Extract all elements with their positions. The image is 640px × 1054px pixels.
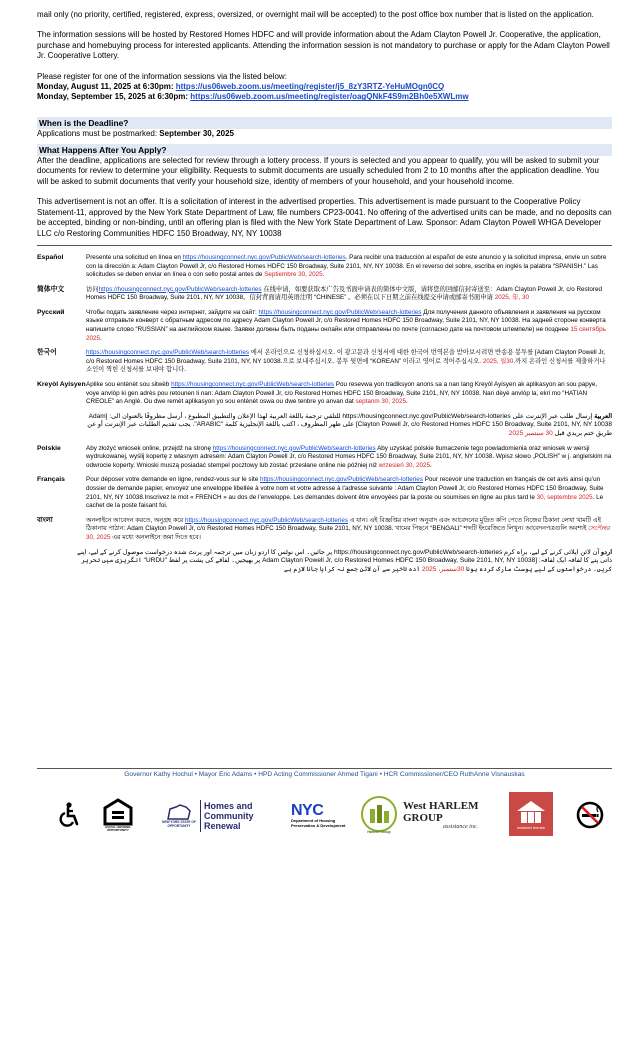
language-deadline: wrzesień 30, 2025 [378,461,430,469]
language-text [86,517,612,543]
language-block [37,476,612,510]
language-list [37,254,612,574]
footer-officials: Governor Kathy Hochul • Mayor Eric Adams • HPD Acting Commissioner Ahmed Tigani • HCR Commissioner/CEO RuthAnne Visnauskas [124,771,525,778]
deadline-heading: When is the Deadline? [37,117,612,129]
deadline-label: Applications must be postmarked: [37,129,160,139]
language-name: বাংলা [37,516,53,524]
west-harlem-wordmark: West HARLEM GROUP [403,800,479,824]
language-text-body: 在线申请，如要获取本广告及书面申请表的简体中文版，请将您的回邮信封寄送至：Adam Clayton Powell Jr, c/o Restored Homes HDFC 150 Broadway, Suite 2101, NY, NY 10038。信封背面请用英语注明 “CHINESE” 。必须在以下日期之前在线提交申请或邮寄书面申请 [86,285,603,302]
harlem-group-label: Harlem Group [367,830,391,834]
session-1 [37,82,612,92]
language-deadline: সেপ্টেম্বর 30, 2025 [86,525,611,541]
language-text-pre: Aby złożyć wniosek online, przejdź na stronę [86,444,213,452]
arabic-deadline: 30 سبتمبر 2025 [508,430,553,437]
nys-label: NEW YORK STATE OF OPPORTUNITY [162,820,196,828]
nys-hcr-logo [161,796,271,836]
legal-notice: This advertisement is not an offer. It is a solicitation of interest in the advertised properties. This advertisement is made pursuant to the Cooperative Policy Statement-11, approved by the New York State Department of Law, file numbers CP23-0041. No offering of the advertised units can be made, and no deposits can be accepted, binding or non-binding, until an offering plan is filed with the New York State Department of Law. Sponsor: Adam Clayton Powell WHGA Developer LLC c/o Restoring Communities HDFC 150 Broadway, NY, NY 10038 [37,197,612,238]
language-deadline: 2025, 월30 [482,357,514,365]
deadline-text [37,129,612,139]
language-text [86,476,612,510]
language-text [86,309,612,343]
language-name: 简体中文 [37,285,65,293]
divider [37,245,612,246]
info-session-text: The information sessions will be hosted by Restored Homes HDFC and will provide information about the Adam Clayton Powell Jr. Cooperative, the application, purchase and homebuying process for interested applicants. Attending the information session is not mandatory to purchase or apply for the Adam Clayton Powell Jr. Cooperative Lottery. [37,30,610,61]
language-link[interactable]: https://housingconnect.nyc.gov/PublicWeb/search-lotteries [258,308,422,316]
nyc-hpd-logo [291,794,355,836]
language-text-end: . [429,461,432,469]
footer-divider [37,768,612,769]
language-text-body: Pou resevwa yon tradiksyon anons sa a nan lang Kreyòl Ayisyen ak aplikasyon an sou papye, voye anvlòp ki gen adrès pou retounen li nan: Adam Clayton Powell Jr, c/o Restored Homes HDFC 150 Broadway, Suite 2101, NY, NY 10038. Nan dèyè anvlòp la, ekri mo “HATIAN CREOLE” an Anglè. Ou dwe remèt aplikasyon yo sou entènèt oswa ou dwe tenbre yo anvan dat [86,381,598,406]
language-block [37,286,612,303]
language-link[interactable]: https://housingconnect.nyc.gov/PublicWeb/search-lotteries [171,381,335,389]
hcr-label: Homes and Community Renewal [204,801,254,831]
language-text-pre: অনলাইনে আবেদন করতে, অনুগ্রহ করে [86,516,185,524]
language-link[interactable]: https://housingconnect.nyc.gov/PublicWeb/search-lotteries [259,476,423,484]
language-block [37,254,612,280]
register-text: Please register for one of the information sessions via the listed below: [37,71,287,81]
west-harlem-sub: assistance inc. [443,824,478,830]
equal-housing-label: EQUAL HOUSING OPPORTUNITY [105,824,131,832]
language-name: Kreyòl Ayisyen [37,381,86,389]
language-block [37,445,612,471]
session-2-date: Monday, September 15, 2025 at 6:30pm: [37,92,189,102]
language-link[interactable]: https://housingconnect.nyc.gov/PublicWeb/search-lotteries [98,285,262,293]
language-text-body: এ যান। এই বিজ্ঞপ্তির বাংলা অনুবাদ এবং আবেদনের মুদ্রিত কপি পেতে নিজের ঠিকানা লেখা খামটি এই ঠিকানায় পাঠান: Adam Clayton Powell Jr, c/o Restored Homes HDFC 150 Broadway, Suite 2101, NY, NY 10038. খামের পিছনে “BENGALI” শব্দটি ইংরেজিতে লিখুন। আবেদনপত্রগুলি অবশ্যই [86,516,601,533]
restored-homes-logo [509,792,553,836]
urdu-end: ادہ تاخیر سے آن لائن جمع نہ کرایا جانا لازم ہے [283,565,422,573]
language-text-pre: Aplike sou entènèt sou sitwèb [86,381,172,389]
language-text-end: . [100,334,102,342]
language-deadline: Septiembre 30, 2025 [264,271,323,279]
language-deadline: 30, septembre 2025 [536,493,593,501]
language-link[interactable]: https://housingconnect.nyc.gov/PublicWeb/search-lotteries [185,516,348,524]
language-name: Français [37,476,65,484]
language-text-end: . [405,398,408,406]
language-text [86,286,612,303]
language-link[interactable]: https://housingconnect.nyc.gov/PublicWeb/search-lotteries [86,349,249,357]
language-text-pre: 访问 [86,285,99,293]
language-link[interactable]: https://housingconnect.nyc.gov/PublicWeb/search-lotteries [182,253,346,261]
language-deadline: septanm 30, 2025 [355,398,406,406]
language-text-end: . [322,271,325,279]
language-text [86,254,612,280]
language-text-end: এর মধ্যে অনলাইনে জমা দিতে হবে। [110,533,201,541]
after-heading: What Happens After You Apply? [37,144,612,156]
language-deadline: 15 сентябрь 2025 [86,326,606,342]
language-name: 한국어 [37,349,57,357]
language-block [37,309,612,343]
intro-mail-text: mail only (no priority, certified, registered, express, oversized, or overnight mail will be accepted) to the post office box number that is listed on the application. [37,10,594,19]
language-text-body: . Para recibir una traducción al español de este anuncio y la solicitud impresa, envíe un sobre con la dirección a: Adam Clayton Powell Jr, c/o Restored Homes HDFC 150 Broadway, Suite 2101, NY, NY 10038. En el reverso del sobre, escriba en inglés la palabra “SPANISH.” Las solicitudes se deben enviar en línea o con sello postal antes de [86,253,607,279]
language-text-body: Для получения данного объявления и заявления на русском языке отправьте конверт с обратным адресом по адресу Adam Clayton Powell Jr, c/o Restored Homes HDFC 150 Broadway, Suite 2101, NY, NY 10038. На задней стороне конверта напишите слово “RUSSIAN” на английском языке. Заявки должны быть поданы онлайн или отправлены по почте (согласно дате на почтовом штемпеле) не позднее [86,308,606,334]
accessibility-icon [57,802,81,828]
language-text-body: 에서 온라인으로 신청하십시오. 이 광고문과 신청서에 대한 한국어 번역본을 받아보시려면 반송용 봉투를 [Adam Clayton Powell Jr, c/o Restored Homes HDFC 150 Broadway, Suite 2101, NY, NY 10038.으로 보내주십시오. 봉투 뒷면에 “KOREAN” 이라고 영어로 적어주십시오. [86,349,606,365]
language-text-end: .까지 온라인 신청서를 제출하거나 소인이 찍힌 신청서를 보내야 합니다. [86,357,606,374]
restored-homes-label: restored homes [517,824,545,830]
urdu-text: آن لائن اپلائی کرنے کے لیے، براہ کرم https://housingconnect.nyc.gov/PublicWeb/search-lotteries پر جائیں۔ اس نوٹس کا اردو زبان میں ترجمہ اور پرنٹ شدہ درخواست موصول کرنے کے لیے، اپنے ذاتی پتے کا لفافہ ایک لفافہ: [Adam Clayton Powell Jr, c/o Restored Homes HDFC 150 Broadway, Suite 2101, NY, NY 10038 پر بھیجیں۔ لفافے کی پشت پر لفظ "URDU" انگریزی میں تحریر کریں۔ درخواستوں کے لیے پوسٹ مارک کردہ ہونا [77,548,612,573]
language-text-pre: Presente una solicitud en línea en [86,253,183,261]
language-name: Español [37,253,64,261]
language-text-body: Aby uzyskać polskie tłumaczenie tego powiadomienia oraz wniosek w wersji wydrukowanej, wyślij kopertę z własnym adresem: Adam Clayton Powell Jr, c/o Restored Homes HDFC 150 Broadway, Suite 2101, NY, NY 10038. Wpisz słowo „POLISH” w j. angielskim na odwrocie koperty. Wnioski muszą posiadać stempel pocztowy lub zostać przesłane online nie później niż [86,444,612,469]
language-link[interactable]: https://housingconnect.nyc.gov/PublicWeb/search-lotteries [212,444,376,452]
language-deadline: 2025, 年, 30 [494,294,529,302]
language-text-pre: Чтобы подать заявление через интернет, зайдите на сайт: [86,308,259,316]
session-1-link[interactable]: https://us06web.zoom.us/meeting/register/j5_8zY3RTZ-YeHuMOgn0CQ [175,82,445,92]
session-2 [37,92,612,102]
arabic-name: العربية [594,412,612,420]
no-smoking-icon [575,800,605,830]
arabic-text: إرسال طلب عبر الإنترنت على https://housingconnect.nyc.gov/PublicWeb/search-lotteries للتلقي ترجمة باللغة العربية لهذا الإعلان والتطبيق المطبوع ، أرسل مظروفًا بالعنوان الى: [Adam Clayton Powell Jr, c/o Restored Homes HDFC 150 Broadway, Suite 2101, NY, NY 10038] على ظهر المظروف ، اكتب باللغة الإنجليزية كلمة "ARABIC". يجب تقديم الطلبات عبر الإنترنت أو عن طريق ختم بريدي قبل [87,412,612,437]
deadline-date: September 30, 2025 [159,129,234,139]
language-name: Polskie [37,444,61,452]
language-text-end: . Le cachet de la poste faisant foi. [86,493,604,510]
equal-housing-logo [99,794,137,836]
language-block [37,517,612,543]
session-2-link[interactable]: https://us06web.zoom.us/meeting/register/oagQNkF4S9m2Bh0e5XWLmw [190,92,469,102]
nyc-wordmark: NYC [291,801,324,819]
after-text: After the deadline, applications are selected for review through a lottery process. If yours is selected and you appear to qualify, you will be asked to submit your documents for review to determine your eligibility. Requests to submit documents are usually scheduled from 2 to 10 months after the application deadline. You will be asked to submit documents that verify your household size, identity of members of your household, and your household income. [37,156,600,186]
logo-strip [37,790,612,840]
urdu-deadline: 30ستمبر، 2025 [421,565,465,573]
language-text-pre: Pour déposer votre demande en ligne, rendez-vous sur le site [86,476,260,484]
language-block [37,381,612,407]
arabic-block [37,413,612,439]
hpd-label: Department of Housing Preservation & Development [291,817,346,828]
urdu-name: اردو [601,548,612,556]
language-text-body: Pour recevoir une traduction en français de cet avis ainsi qu’un dossier de demande papier, envoyez une enveloppe libellée à votre nom et votre adresse à l’adresse suivante : Adam Clayton Powell Jr, c/o Restored Homes HDFC 150 Broadway, Suite 2101, NY, NY 10038.Inscrivez le mot « FRENCH » au dos de l’enveloppe. Les demandes doivent être envoyées par la poste ou soumises en ligne au plus tard le [86,476,604,501]
language-text [86,349,612,375]
language-name: Русский [37,308,65,316]
harlem-group-logo [359,792,399,836]
language-text [86,445,612,471]
language-block [37,349,612,375]
west-harlem-group-logo [403,794,505,836]
urdu-block [37,549,612,575]
language-text [86,381,612,407]
notice-body [37,10,612,580]
session-1-date: Monday, August 11, 2025 at 6:30pm: [37,82,174,92]
